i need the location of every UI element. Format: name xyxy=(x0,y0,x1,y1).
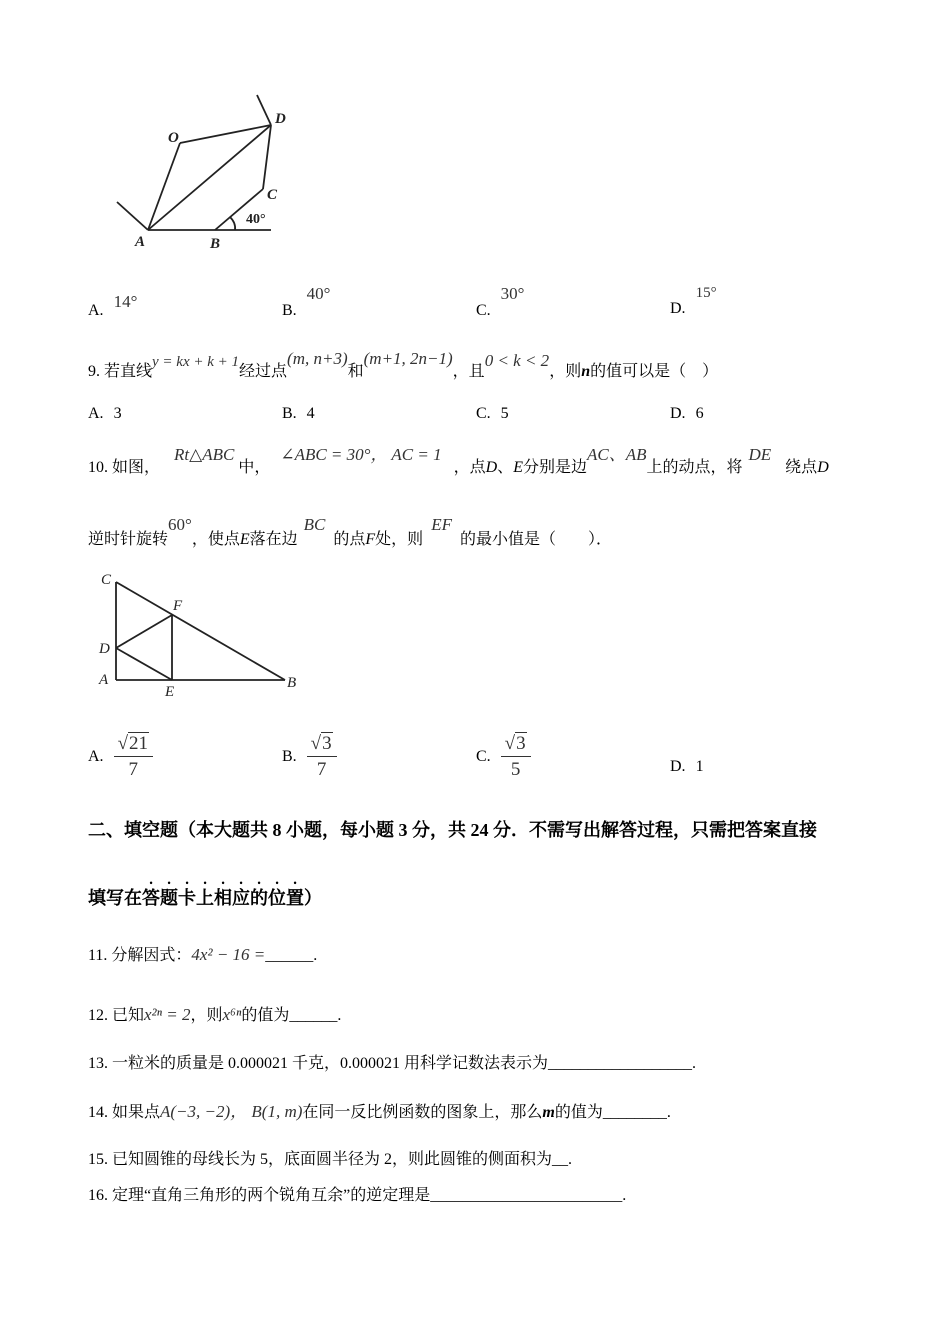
q10-point-d: D xyxy=(485,459,498,476)
option-letter: C. xyxy=(476,405,491,422)
option-value: 6 xyxy=(695,405,704,422)
q10-l2-text-3: 落在边 xyxy=(249,531,298,548)
q9-line-equation: y = kx + k + 1 xyxy=(152,354,240,370)
heading-text: 填写在 xyxy=(88,888,142,908)
option-letter: B. xyxy=(282,302,297,319)
q14-end: . xyxy=(666,1104,671,1121)
fraction-denominator: 7 xyxy=(128,759,139,780)
q9-text-2: 经过点 xyxy=(239,363,288,380)
q10-text-1: 如图， xyxy=(112,459,161,476)
q10-text-3: ，点 xyxy=(453,459,486,476)
q14-variable: m xyxy=(542,1104,555,1121)
q12-text-2: ，则 xyxy=(190,1007,223,1024)
option-value: 40° xyxy=(306,284,331,303)
q10-option-c[interactable] xyxy=(476,733,531,781)
fig2-label-b: B xyxy=(287,675,297,691)
section-2-heading-line-1: 二、填空题（本大题共 8 小题，每小题 3 分，共 24 分．不需写出解答过程，只需把答案直接 xyxy=(88,820,817,840)
question-number: 13. xyxy=(88,1055,108,1072)
q9-option-c[interactable] xyxy=(476,405,509,423)
question-10-line-1 xyxy=(88,440,829,476)
q12-expression-2: x⁶ⁿ xyxy=(222,1005,242,1024)
question-number: 10. xyxy=(88,459,108,476)
q13-blank[interactable]: __________________ xyxy=(548,1055,693,1072)
q9-point-1: (m, n+3) xyxy=(287,349,348,368)
fig1-angle-label: 40° xyxy=(246,212,266,227)
option-letter: D. xyxy=(670,300,686,317)
q8-option-a[interactable] xyxy=(88,292,138,319)
q16-text: 定理“直角三角形的两个锐角互余”的逆定理是 xyxy=(112,1187,431,1204)
q10-point-f: F xyxy=(365,531,376,548)
question-number: 11. xyxy=(88,947,108,964)
q12-end: . xyxy=(337,1007,342,1024)
q10-segment-ef: EF xyxy=(431,515,452,534)
heading-close: ） xyxy=(304,888,322,908)
q15-end: . xyxy=(568,1151,573,1168)
q11-text: 分解因式： xyxy=(111,947,192,964)
fig1-label-c: C xyxy=(267,187,278,203)
question-16 xyxy=(88,1182,626,1205)
q14-text-1: 如果点 xyxy=(112,1104,161,1121)
question-14 xyxy=(88,1097,671,1122)
question-13 xyxy=(88,1050,696,1073)
q15-text: 已知圆锥的母线长为 5，底面圆半径为 2，则此圆锥的侧面积为 xyxy=(112,1151,553,1168)
figure-quadrilateral xyxy=(100,85,320,255)
q9-variable: n xyxy=(581,363,591,380)
q9-text-6: 的值可以是（ ） xyxy=(590,363,719,380)
q14-points: A(−3, −2)， B(1, m) xyxy=(160,1102,303,1121)
option-letter: B. xyxy=(282,748,297,765)
option-value: 4 xyxy=(306,405,315,422)
option-value: 5 xyxy=(500,405,509,422)
question-10-line-2 xyxy=(88,512,612,548)
question-number: 16. xyxy=(88,1187,108,1204)
fig2-label-f: F xyxy=(173,598,183,614)
q12-expression-1: x²ⁿ = 2 xyxy=(144,1005,191,1024)
q9-option-d[interactable] xyxy=(670,405,704,423)
fraction-numerator: 3 xyxy=(516,733,526,754)
q14-text-2: 在同一反比例函数的图象上，那么 xyxy=(302,1104,543,1121)
option-value: 30° xyxy=(500,284,525,303)
option-fraction: $\frac{√21}{7}$ xyxy=(114,733,153,781)
option-letter: A. xyxy=(88,748,104,765)
fig1-label-a: A xyxy=(135,234,146,250)
q9-option-b[interactable] xyxy=(282,405,315,423)
option-letter: D. xyxy=(670,758,686,775)
fig2-label-c: C xyxy=(101,572,112,588)
q10-side-bc: BC xyxy=(303,515,326,534)
q10-segment-de: DE xyxy=(748,445,772,464)
option-fraction: $\frac{√3}{7}$ xyxy=(307,733,337,781)
option-value: 3 xyxy=(113,405,122,422)
q15-blank[interactable]: __ xyxy=(552,1151,569,1168)
option-value: 15° xyxy=(695,285,717,301)
option-letter: A. xyxy=(88,302,104,319)
q10-triangle: Rt△ABC xyxy=(174,445,235,464)
question-number: 9. xyxy=(88,363,100,380)
question-15 xyxy=(88,1146,572,1169)
q9-point-2: (m+1, 2n−1) xyxy=(363,349,453,368)
option-value: 1 xyxy=(695,758,704,775)
q9-text-4: ，且 xyxy=(452,363,485,380)
q10-l2-point-e: E xyxy=(239,531,250,548)
q10-l2-text-4: 的点 xyxy=(333,531,366,548)
question-number: 14. xyxy=(88,1104,108,1121)
option-fraction: $\frac{√3}{5}$ xyxy=(501,733,531,781)
q14-text-3: 的值为 xyxy=(554,1104,603,1121)
q10-l2-text-2: ，使点 xyxy=(191,531,240,548)
q10-text-5: 分别是边 xyxy=(522,459,587,476)
q11-end: . xyxy=(313,947,318,964)
q9-condition: 0 < k < 2 xyxy=(484,351,550,370)
figure-right-triangle xyxy=(95,568,315,698)
question-9 xyxy=(88,349,719,380)
fraction-denominator: 7 xyxy=(316,759,327,780)
section-2-heading-line-2 xyxy=(88,878,322,910)
fig1-label-d: D xyxy=(275,111,286,127)
option-letter: C. xyxy=(476,302,491,319)
q10-sides: AC、AB xyxy=(586,445,647,464)
q10-text-2: 中， xyxy=(238,459,271,476)
option-letter: D. xyxy=(670,405,686,422)
q8-option-b[interactable] xyxy=(282,284,331,319)
fraction-numerator: 21 xyxy=(129,733,148,754)
option-letter: C. xyxy=(476,748,491,765)
heading-emphasis: 答题卡上相应的位置 xyxy=(142,888,304,908)
q12-text-3: 的值为 xyxy=(241,1007,290,1024)
q13-end: . xyxy=(692,1055,697,1072)
fraction-denominator: 5 xyxy=(510,759,521,780)
question-11 xyxy=(88,942,317,965)
q10-point-d-2: D xyxy=(817,459,829,476)
q10-option-d[interactable] xyxy=(670,758,704,776)
q10-text-4: 、 xyxy=(497,459,514,476)
q9-text-3: 和 xyxy=(347,363,364,380)
q12-text-1: 已知 xyxy=(112,1007,145,1024)
q9-text-1: 若直线 xyxy=(104,363,153,380)
q10-text-6: 上的动点，将 xyxy=(646,459,743,476)
q10-l2-text-5: 处，则 xyxy=(375,531,424,548)
fig2-label-a: A xyxy=(99,672,109,688)
q12-blank[interactable]: ______ xyxy=(289,1007,338,1024)
q10-condition: ∠ABC = 30°， AC = 1 xyxy=(280,445,442,464)
q10-text-7: 绕点 xyxy=(785,459,818,476)
q10-option-a[interactable] xyxy=(88,733,153,781)
q10-l2-text-1: 逆时针旋转 xyxy=(88,531,169,548)
fig2-label-d: D xyxy=(99,641,110,657)
q10-angle: 60° xyxy=(168,515,192,534)
option-value: 14° xyxy=(113,292,138,311)
question-12 xyxy=(88,1002,341,1025)
q8-option-c[interactable] xyxy=(476,284,525,319)
q14-blank[interactable]: ________ xyxy=(602,1104,667,1121)
fraction-numerator: 3 xyxy=(322,733,332,754)
q8-option-d[interactable] xyxy=(670,284,717,317)
q9-option-a[interactable] xyxy=(88,405,122,423)
fig2-label-e: E xyxy=(165,684,175,698)
q16-blank[interactable]: ________________________ xyxy=(430,1187,623,1204)
q13-text: 一粒米的质量是 0.000021 千克，0.000021 用科学记数法表示为 xyxy=(112,1055,549,1072)
q16-end: . xyxy=(622,1187,627,1204)
q11-blank[interactable]: ______ xyxy=(265,947,314,964)
question-number: 12. xyxy=(88,1007,108,1024)
fig1-label-o: O xyxy=(168,130,179,146)
option-letter: A. xyxy=(88,405,104,422)
q10-option-b[interactable] xyxy=(282,733,337,781)
option-letter: B. xyxy=(282,405,297,422)
fig1-label-b: B xyxy=(210,236,221,252)
q10-l2-text-6: 的最小值是（ ）． xyxy=(459,531,612,548)
q11-expression: 4x² − 16 = xyxy=(191,945,266,964)
q9-text-5: ，则 xyxy=(549,363,582,380)
q10-point-e: E xyxy=(513,459,523,476)
question-number: 15. xyxy=(88,1151,108,1168)
